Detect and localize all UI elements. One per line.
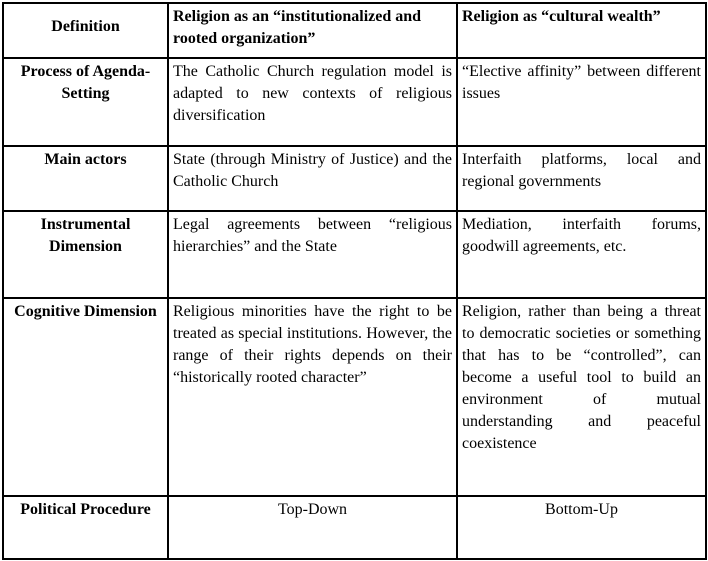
row-label: Main actors (3, 146, 168, 211)
cultural-cell: Religion, rather than being a threat to democratic societies or something that has to be “controlled”, can become a useful tool to build an environment of mutual understanding and peaceful coexistence (457, 298, 706, 496)
table-row (3, 58, 706, 146)
institutional-cell: Religious minorities have the right to be treated as special institutions. However, the range of their rights depends on their “historically rooted character” (168, 298, 457, 496)
cultural-cell: “Elective affinity” between different issues (457, 58, 706, 146)
institutional-cell: Top-Down (168, 496, 457, 559)
cultural-cell: Interfaith platforms, local and regional governments (457, 146, 706, 211)
table-row (3, 211, 706, 298)
row-label: Process of Agenda-Setting (3, 58, 168, 146)
comparison-table (2, 2, 707, 560)
cultural-cell: Bottom-Up (457, 496, 706, 559)
header-definition: Definition (3, 3, 168, 58)
institutional-cell: State (through Ministry of Justice) and the Catholic Church (168, 146, 457, 211)
table-row (3, 496, 706, 559)
table-row (3, 298, 706, 496)
header-cultural: Religion as “cultural wealth” (457, 3, 706, 58)
row-label: Cognitive Dimension (3, 298, 168, 496)
row-label: Political Procedure (3, 496, 168, 559)
table-row (3, 146, 706, 211)
row-label: Instrumental Dimension (3, 211, 168, 298)
cultural-cell: Mediation, interfaith forums, goodwill agreements, etc. (457, 211, 706, 298)
institutional-cell: Legal agreements between “religious hierarchies” and the State (168, 211, 457, 298)
header-institutional: Religion as an “institutionalized and rooted organization” (168, 3, 457, 58)
header-row (3, 3, 706, 58)
institutional-cell: The Catholic Church regulation model is adapted to new contexts of religious diversification (168, 58, 457, 146)
